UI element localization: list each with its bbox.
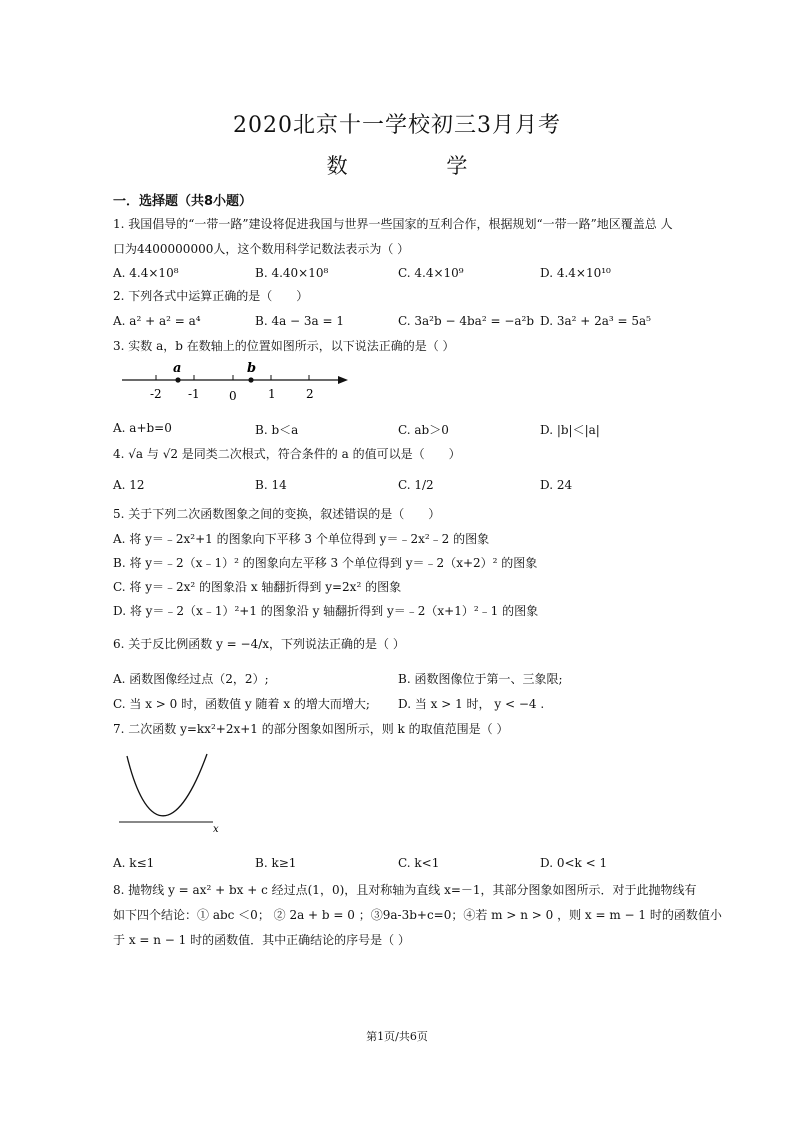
q5-option-c: C. 将 y＝﹣2x² 的图象沿 x 轴翻折得到 y=2x² 的图象 xyxy=(113,580,402,594)
tick-label: 0 xyxy=(229,389,237,403)
q1-option-c: C. 4.4×10⁹ xyxy=(398,266,464,280)
page-title: 2020北京十一学校初三3月月考 xyxy=(233,113,561,138)
tick-label: 2 xyxy=(306,387,314,401)
point-b-label: b xyxy=(247,361,257,376)
page-footer: 第1页/共6页 xyxy=(366,1030,428,1043)
q3-option-c: C. ab＞0 xyxy=(398,423,449,437)
q6-option-b: B. 函数图像位于第一、三象限; xyxy=(398,672,563,686)
q2-option-d: D. 3a² + 2a³ = 5a⁵ xyxy=(540,314,651,328)
q5-option-d: D. 将 y＝﹣2（x﹣1）²+1 的图象沿 y 轴翻折得到 y＝﹣2（x+1）²﹣1 的图象 xyxy=(113,604,539,618)
q6-stem: 6. 关于反比例函数 y = −4/x，下列说法正确的是（ ） xyxy=(113,637,405,651)
q6-option-c: C. 当 x > 0 时，函数值 y 随着 x 的增大而增大; xyxy=(113,697,370,711)
q1-option-b: B. 4.40×10⁸ xyxy=(255,266,329,280)
q5-option-b: B. 将 y＝﹣2（x﹣1）² 的图象向左平移 3 个单位得到 y＝﹣2（x+2）² 的图象 xyxy=(113,556,538,570)
q1-line1: 1. 我国倡导的“一带一路”建设将促进我国与世界一些国家的互利合作，根据规划“一带一路”地区覆盖总 人 xyxy=(113,217,673,231)
q1-option-d: D. 4.4×10¹⁰ xyxy=(540,266,611,280)
q2-option-b: B. 4a − 3a = 1 xyxy=(255,314,345,328)
q3-option-a: A. a+b=0 xyxy=(113,421,172,435)
section-heading: 一．选择题（共8小题） xyxy=(113,194,253,209)
q4-option-b: B. 14 xyxy=(255,478,287,492)
arrow-head-icon xyxy=(338,376,348,384)
q7-stem: 7. 二次函数 y=kx²+2x+1 的部分图象如图所示，则 k 的取值范围是（ ） xyxy=(113,722,509,736)
q4-stem: 4. √a 与 √2 是同类二次根式，符合条件的 a 的值可以是（ ） xyxy=(113,447,461,461)
q1-line2: 口为4400000000人，这个数用科学记数法表示为（ ） xyxy=(113,242,410,256)
q5-stem: 5. 关于下列二次函数图象之间的变换，叙述错误的是（ ） xyxy=(113,507,441,521)
q8-line3: 于 x = n − 1 时的函数值．其中正确结论的序号是（ ） xyxy=(113,933,410,947)
parabola-curve xyxy=(127,754,207,816)
point-a-dot xyxy=(175,377,180,382)
x-axis-label: x xyxy=(213,824,219,835)
tick-label: -2 xyxy=(150,387,162,401)
q3-option-b: B. b＜a xyxy=(255,423,299,437)
q2-option-c: C. 3a²b − 4ba² = −a²b xyxy=(398,314,535,328)
q2-option-a: A. a² + a² = a⁴ xyxy=(113,314,201,328)
point-a-label: a xyxy=(173,361,182,376)
q7-option-a: A. k≤1 xyxy=(113,856,155,870)
q8-line1: 8. 抛物线 y = ax² + bx + c 经过点(1，0)，且对称轴为直线 x=－1，其部分图象如图所示．对于此抛物线有 xyxy=(113,883,697,897)
q7-option-c: C. k<1 xyxy=(398,856,440,870)
tick-label: -1 xyxy=(188,387,200,401)
q4-option-a: A. 12 xyxy=(113,478,145,492)
q8-line2: 如下四个结论：① abc ＜0； ② 2a + b = 0 ；③9a-3b+c=0；④若 m > n > 0 ，则 x = m − 1 时的函数值小 xyxy=(113,908,722,922)
q3-stem: 3. 实数 a，b 在数轴上的位置如图所示，以下说法正确的是（ ） xyxy=(113,339,455,353)
number-line-figure xyxy=(118,360,358,404)
q4-option-d: D. 24 xyxy=(540,478,573,492)
q1-option-a: A. 4.4×10⁸ xyxy=(113,266,179,280)
q4-option-c: C. 1/2 xyxy=(398,478,434,492)
q3-option-d: D. |b|＜|a| xyxy=(540,423,600,437)
point-b-dot xyxy=(248,377,253,382)
q7-option-d: D. 0<k < 1 xyxy=(540,856,608,870)
q6-option-d: D. 当 x > 1 时， y < −4 . xyxy=(398,697,545,711)
tick-label: 1 xyxy=(268,387,276,401)
q7-option-b: B. k≥1 xyxy=(255,856,297,870)
q2-stem: 2. 下列各式中运算正确的是（ ） xyxy=(113,289,309,303)
parabola-figure xyxy=(115,750,230,838)
q6-option-a: A. 函数图像经过点（2，2）; xyxy=(113,672,269,686)
q5-option-a: A. 将 y＝﹣2x²+1 的图象向下平移 3 个单位得到 y＝﹣2x²﹣2 的图象 xyxy=(113,532,490,546)
subject-title: 数 学 xyxy=(326,154,514,178)
